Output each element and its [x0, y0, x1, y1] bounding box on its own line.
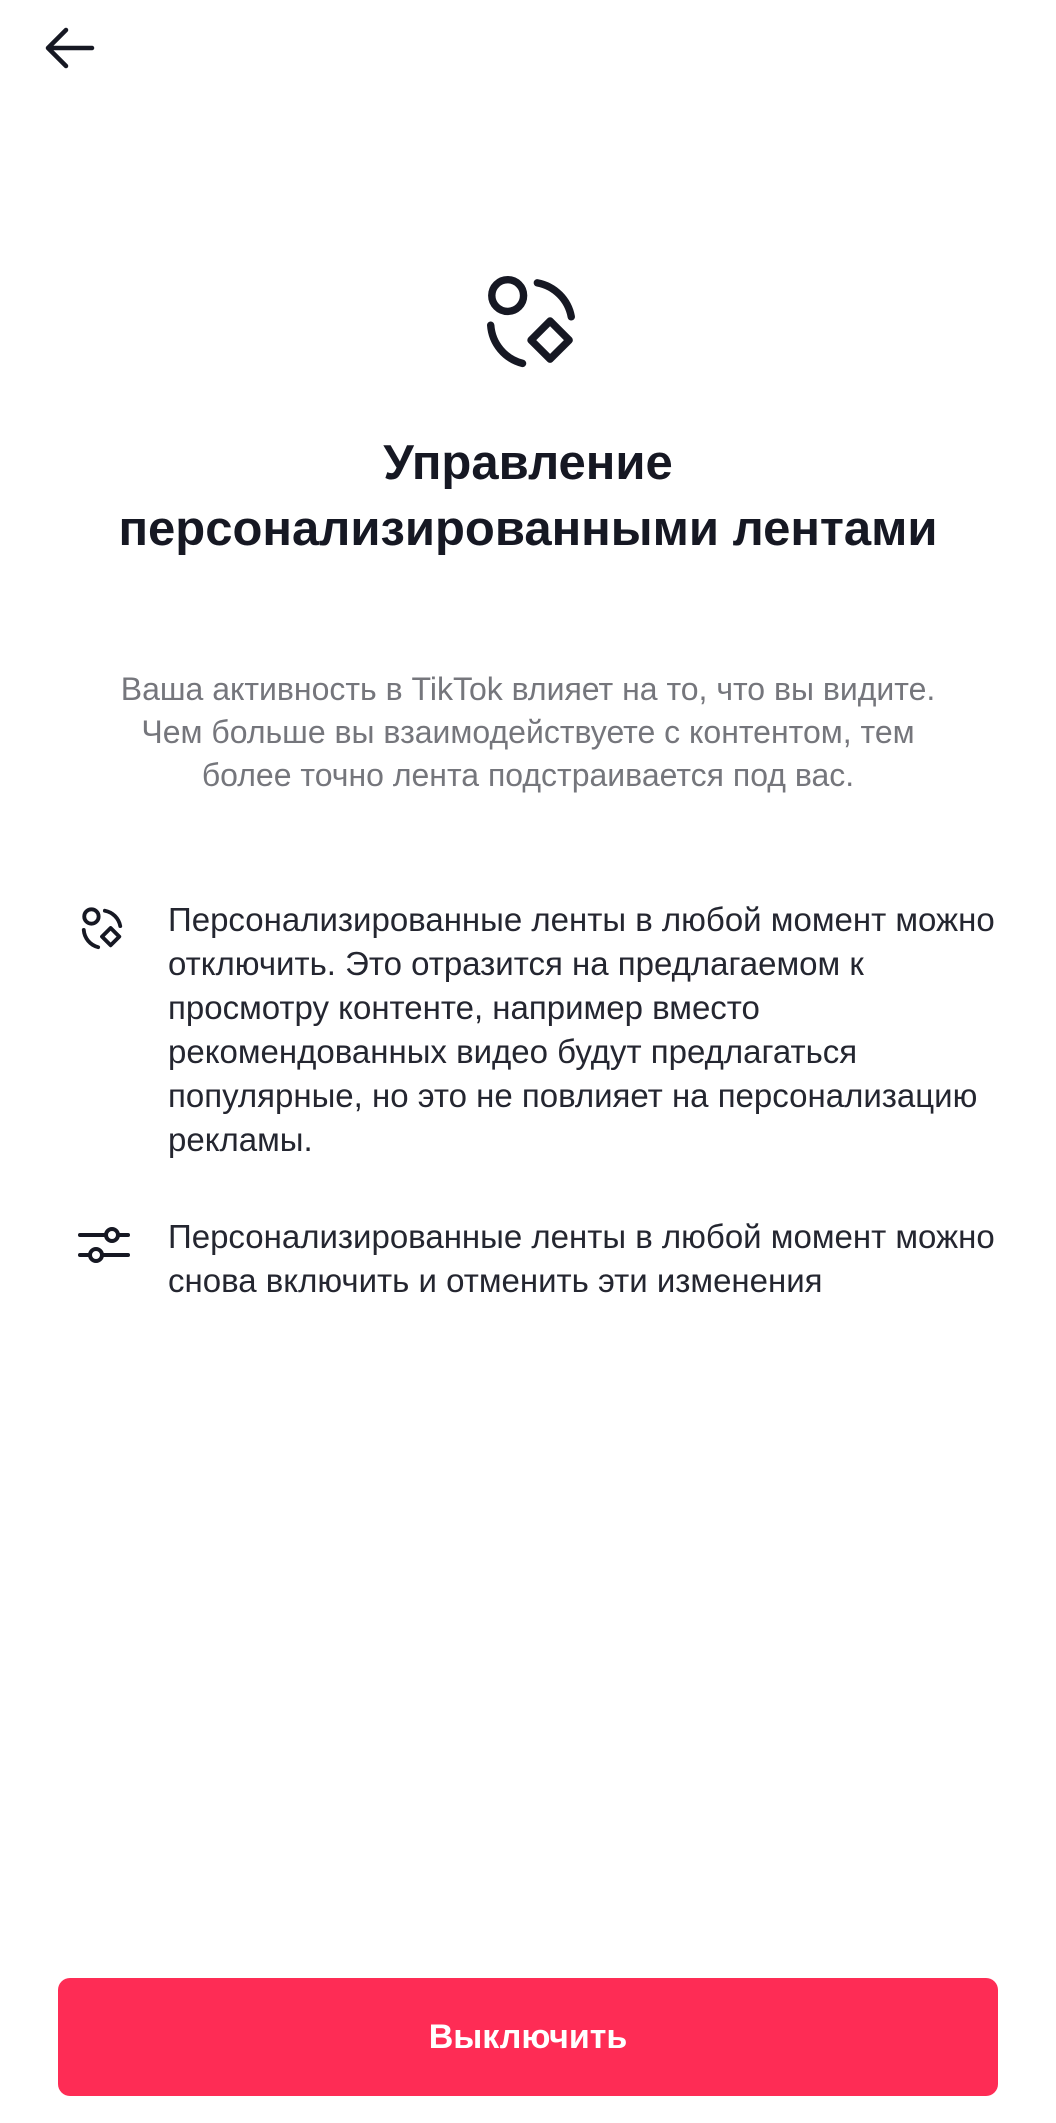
back-button[interactable] [38, 24, 98, 72]
page-description: Ваша активность в TikTok влияет на то, что вы видите. Чем больше вы взаимодействуете с контентом, тем более точно лента подстраивается под вас. [120, 671, 936, 793]
turn-off-button[interactable]: Выключить [58, 1978, 998, 2096]
info-item-text: Персонализированные ленты в любой момент можно снова включить и отменить эти изменения [168, 1218, 995, 1299]
info-item-reenable [78, 1215, 1016, 1303]
personalized-feed-icon [78, 904, 126, 952]
page-title: Управление персонализированными лентами [118, 436, 938, 556]
info-item-disable [78, 898, 1016, 1162]
info-item-text: Персонализированные ленты в любой момент можно отключить. Это отразится на предлагаемом к просмотру контенте, например вместо рекомендованных видео будут предлагаться популярные, но это не повлияет на персонализацию рекламы. [168, 901, 995, 1158]
arrow-left-icon [40, 26, 96, 70]
sliders-icon [78, 1221, 130, 1269]
personalized-feed-icon [478, 268, 584, 374]
